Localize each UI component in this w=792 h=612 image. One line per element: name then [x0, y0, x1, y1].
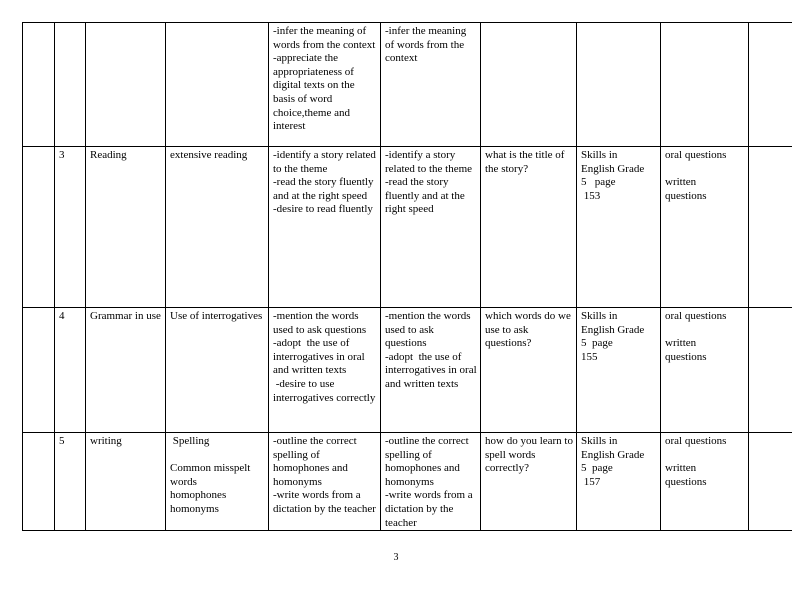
cell-line: oral questions	[665, 435, 727, 447]
cell-line: 5 page	[581, 337, 613, 350]
learning-experiences-cell	[381, 308, 481, 433]
cell-line: -outline the correct spelling of homophones and homonyms	[273, 435, 360, 488]
table-row	[23, 308, 792, 433]
cell-line: written	[665, 462, 697, 475]
page-number: 3	[393, 552, 399, 563]
learning-outcomes-cell	[269, 308, 381, 433]
cell-line: English Grade	[581, 448, 645, 461]
blank-line	[170, 449, 265, 463]
learning-resources-cell	[577, 308, 661, 433]
cell-line: -adopt the use of interrogatives in oral and written texts	[385, 350, 480, 390]
key-inquiry-question-cell	[481, 308, 577, 433]
lesson-cell	[55, 308, 86, 433]
cell-line: 155	[581, 350, 598, 363]
cell-line: Skills in	[581, 149, 618, 161]
cell-line: homophones	[170, 489, 227, 502]
sub-strand-cell	[166, 308, 269, 433]
cell-text: Reading	[90, 149, 127, 161]
assessment-cell	[661, 433, 749, 531]
cell-line: -desire to read fluently	[273, 203, 373, 216]
blank-line	[665, 449, 745, 463]
cell-line: -infer the meaning of words from the context	[385, 25, 469, 65]
cell-line: Common misspelt words	[170, 462, 254, 488]
strand-cell	[86, 308, 166, 433]
week-cell	[23, 433, 55, 531]
cell-line: written	[665, 176, 697, 189]
cell-line: homonyms	[170, 502, 219, 515]
remarks-cell	[749, 23, 792, 147]
learning-experiences-cell	[381, 23, 481, 147]
assessment-cell	[661, 23, 749, 147]
assessment-cell	[661, 147, 749, 308]
cell-line: -read the story fluently and at the right speed	[273, 176, 377, 202]
cell-text: which words do we use to ask questions?	[485, 310, 571, 350]
week-cell	[23, 147, 55, 308]
cell-line: -infer the meaning of words from the context	[273, 25, 376, 51]
cell-line: oral questions	[665, 149, 727, 161]
cell-line: English Grade	[581, 162, 645, 175]
lesson-cell	[55, 23, 86, 147]
cell-text: 3	[59, 149, 65, 161]
cell-line: -outline the correct spelling of homophones and homonyms	[385, 435, 472, 488]
strand-cell	[86, 433, 166, 531]
remarks-cell	[749, 433, 792, 531]
learning-outcomes-cell	[269, 433, 381, 531]
remarks-cell	[749, 308, 792, 433]
table-row	[23, 433, 792, 531]
cell-line: -identify a story related to the theme	[273, 149, 379, 175]
lesson-cell	[55, 147, 86, 308]
week-cell	[23, 308, 55, 433]
key-inquiry-question-cell	[481, 433, 577, 531]
cell-line: 157	[581, 475, 601, 488]
cell-line: questions	[665, 189, 707, 202]
cell-line: -read the story fluently and at the right speed	[385, 176, 468, 216]
cell-line: -write words from a dictation by the teacher	[273, 489, 376, 515]
cell-text: 5	[59, 435, 65, 447]
cell-line: -mention the words used to ask questions	[273, 310, 367, 336]
cell-line: -mention the words used to ask questions	[385, 310, 474, 350]
table-body	[23, 23, 792, 531]
remarks-cell	[749, 147, 792, 308]
cell-line: 153	[581, 189, 601, 202]
cell-text: writing	[90, 435, 122, 447]
lesson-cell	[55, 433, 86, 531]
cell-line: written	[665, 337, 697, 350]
cell-line: oral questions	[665, 310, 727, 322]
cell-line: questions	[665, 475, 707, 488]
cell-line: Skills in	[581, 310, 618, 322]
cell-text: what is the title of the story?	[485, 149, 565, 175]
table-row	[23, 23, 792, 147]
learning-resources-cell	[577, 433, 661, 531]
learning-experiences-cell	[381, 147, 481, 308]
cell-line: English Grade	[581, 323, 645, 336]
cell-line: extensive reading	[170, 149, 248, 161]
cell-line: Skills in	[581, 435, 618, 447]
cell-text: 4	[59, 310, 65, 322]
learning-outcomes-cell	[269, 23, 381, 147]
cell-line: Spelling	[170, 435, 210, 447]
sub-strand-cell	[166, 23, 269, 147]
table-row	[23, 147, 792, 308]
cell-text: how do you learn to spell words correctly?	[485, 435, 573, 475]
learning-resources-cell	[577, 147, 661, 308]
cell-line: -appreciate the appropriateness of digital texts on the basis of word choice,theme and interest	[273, 52, 358, 133]
week-cell	[23, 23, 55, 147]
blank-line	[665, 163, 745, 177]
blank-line	[665, 324, 745, 338]
sub-strand-cell	[166, 433, 269, 531]
cell-line: -write words from a dictation by the teacher	[385, 489, 476, 529]
learning-outcomes-cell	[269, 147, 381, 308]
sub-strand-cell	[166, 147, 269, 308]
key-inquiry-question-cell	[481, 23, 577, 147]
cell-line: 5 page	[581, 462, 613, 475]
cell-line: -adopt the use of interrogatives in oral and written texts	[273, 337, 368, 377]
learning-experiences-cell	[381, 433, 481, 531]
cell-line: -identify a story related to the theme	[385, 149, 473, 175]
cell-line: Use of interrogatives	[170, 310, 263, 322]
cell-text: Grammar in use	[90, 310, 161, 322]
cell-line: -desire to use interrogatives correctly	[273, 377, 376, 404]
scheme-of-work-table	[22, 22, 792, 531]
strand-cell	[86, 147, 166, 308]
strand-cell	[86, 23, 166, 147]
cell-line: questions	[665, 350, 707, 363]
cell-line: 5 page	[581, 176, 616, 189]
learning-resources-cell	[577, 23, 661, 147]
assessment-cell	[661, 308, 749, 433]
key-inquiry-question-cell	[481, 147, 577, 308]
